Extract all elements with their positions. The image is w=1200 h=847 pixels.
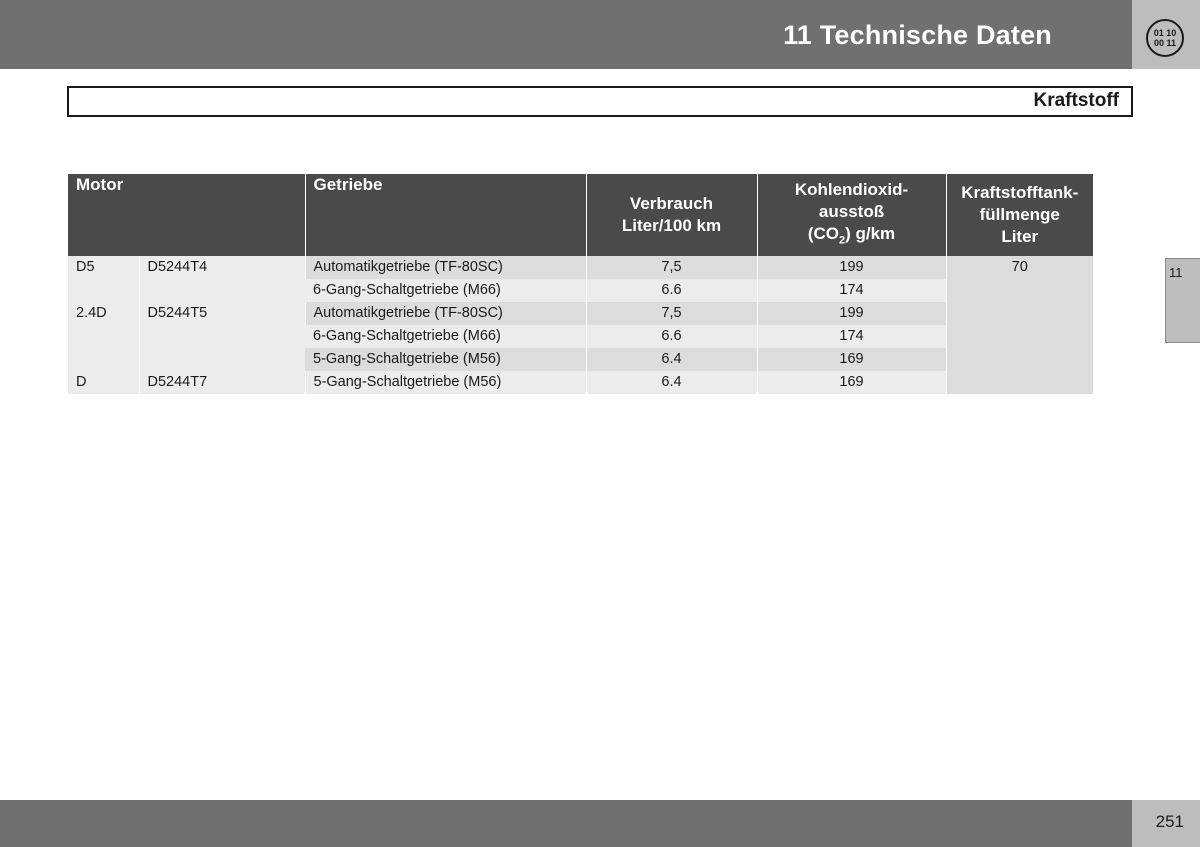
icon-line2: 00 11 xyxy=(1153,38,1177,48)
co2-cell: 169 xyxy=(757,371,946,394)
motor-cell: 2.4D xyxy=(68,302,139,371)
circle-digits-icon xyxy=(1145,18,1185,58)
chapter-icon-box xyxy=(1132,0,1200,69)
header-tank-line1: Kraftstofftank- xyxy=(961,183,1079,202)
verbrauch-cell: 6.6 xyxy=(586,279,757,302)
header-getriebe: Getriebe xyxy=(305,174,586,256)
page-number: 251 xyxy=(1155,812,1184,831)
header-co2-line2: ausstoß xyxy=(818,201,885,221)
getriebe-cell: 5-Gang-Schaltgetriebe (M56) xyxy=(305,348,586,371)
section-header xyxy=(67,86,1133,117)
header-verbrauch-line2: Liter/100 km xyxy=(621,216,722,235)
header-motor: Motor xyxy=(68,174,305,256)
icon-line1: 01 10 xyxy=(1153,28,1177,38)
header-co2-line3-sub: 2 xyxy=(838,234,846,247)
table-row xyxy=(68,371,1093,394)
co2-cell: 199 xyxy=(757,302,946,325)
getriebe-cell: Automatikgetriebe (TF-80SC) xyxy=(305,302,586,325)
side-tab-label: 11 xyxy=(1169,265,1183,280)
co2-cell: 199 xyxy=(757,256,946,279)
verbrauch-cell: 6.6 xyxy=(586,325,757,348)
header-tank-line2: füllmenge xyxy=(979,205,1060,224)
footer-bar xyxy=(0,800,1132,847)
chapter-side-tab xyxy=(1165,258,1200,343)
header-bar xyxy=(0,0,1132,69)
verbrauch-cell: 7,5 xyxy=(586,256,757,279)
verbrauch-cell: 7,5 xyxy=(586,302,757,325)
section-title: Kraftstoff xyxy=(1033,90,1119,111)
getriebe-cell: Automatikgetriebe (TF-80SC) xyxy=(305,256,586,279)
tank-cell: 70 xyxy=(946,256,1093,394)
motor-cell: D5 xyxy=(68,256,139,302)
getriebe-cell: 6-Gang-Schaltgetriebe (M66) xyxy=(305,279,586,302)
getriebe-cell: 6-Gang-Schaltgetriebe (M66) xyxy=(305,325,586,348)
header-co2 xyxy=(757,174,946,256)
page-number-box xyxy=(1132,800,1200,847)
header-co2-line3-post: ) g/km xyxy=(845,223,896,243)
verbrauch-cell: 6.4 xyxy=(586,371,757,394)
engine-code-cell: D5244T4 xyxy=(139,256,305,302)
table-row xyxy=(68,302,1093,325)
co2-cell: 169 xyxy=(757,348,946,371)
header-co2-line3-pre: (CO xyxy=(807,223,839,243)
header-co2-line1: Kohlendioxid- xyxy=(794,179,909,199)
co2-cell: 174 xyxy=(757,279,946,302)
motor-cell: D xyxy=(68,371,139,394)
table-row xyxy=(68,256,1093,279)
getriebe-cell: 5-Gang-Schaltgetriebe (M56) xyxy=(305,371,586,394)
engine-code-cell: D5244T7 xyxy=(139,371,305,394)
header-verbrauch-line1: Verbrauch xyxy=(629,194,714,213)
fuel-table xyxy=(68,174,1093,394)
chapter-title: 11 Technische Daten xyxy=(783,20,1052,50)
co2-cell: 174 xyxy=(757,325,946,348)
engine-code-cell: D5244T5 xyxy=(139,302,305,371)
header-tank-line3: Liter xyxy=(1001,227,1039,246)
table-header-row xyxy=(68,174,1093,256)
header-tank xyxy=(946,174,1093,256)
verbrauch-cell: 6.4 xyxy=(586,348,757,371)
header-verbrauch xyxy=(586,174,757,256)
